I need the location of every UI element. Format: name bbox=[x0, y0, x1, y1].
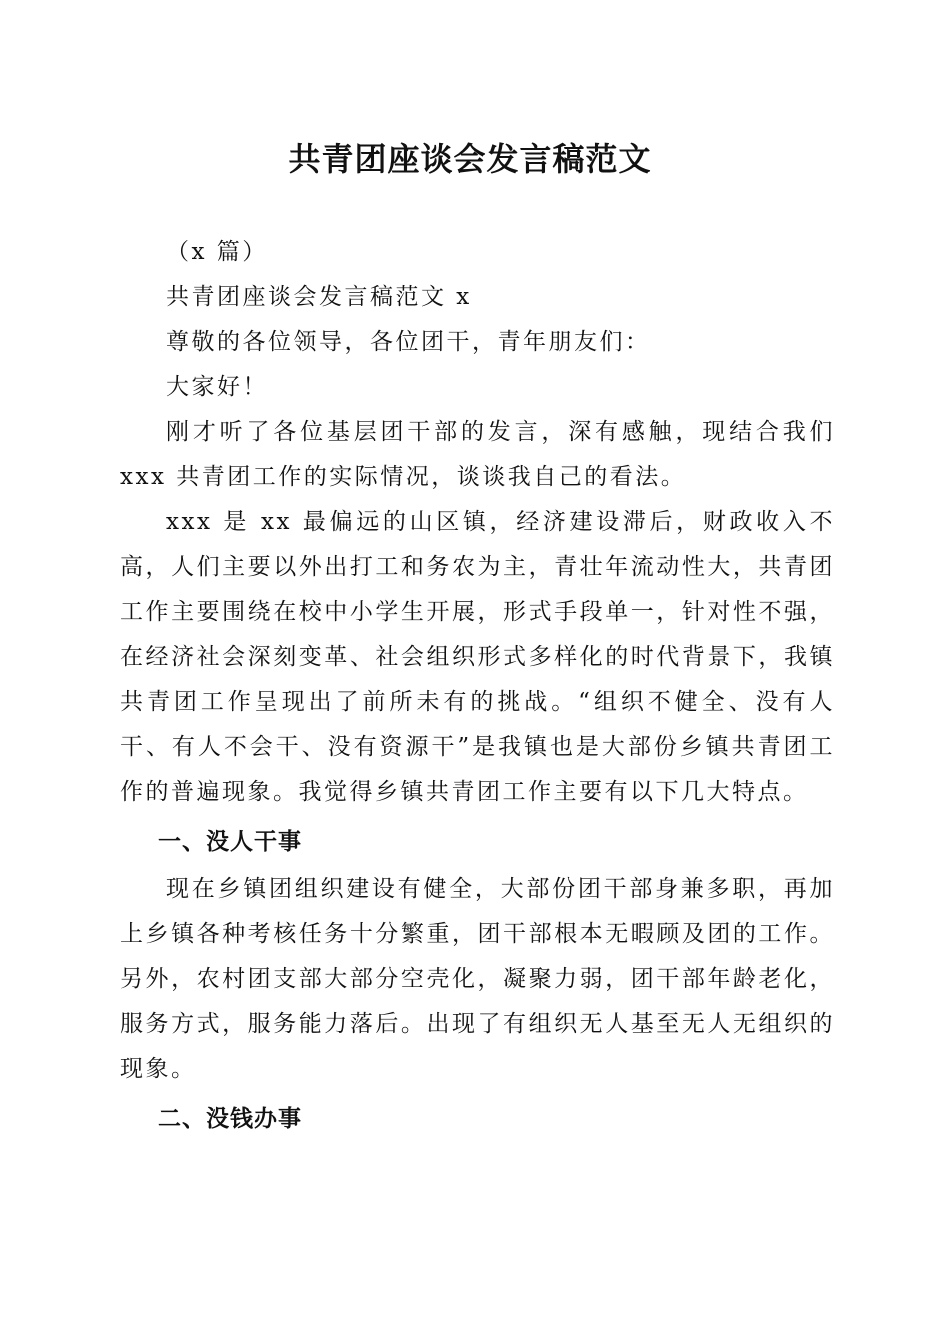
section-heading-2: 二、没钱办事 bbox=[158, 1106, 302, 1132]
paragraph-greeting: 大家好！ bbox=[166, 374, 268, 400]
paragraph-subtitle: 共青团座谈会发言稿范文 x bbox=[166, 284, 472, 310]
paragraph-section-1: 现在乡镇团组织建设有健全，大部份团干部身兼多职，再加上乡镇各种考核任务十分繁重，团干部根本无暇顾及团的工作。另外，农村团支部大部分空壳化，凝聚力弱，团干部年龄老化，服务方式，服务能力落后。出现了有组织无人基至无人无组织的现象。 bbox=[120, 876, 835, 1082]
paragraph-intro: 刚才听了各位基层团干部的发言，深有感触，现结合我们 xxx 共青团工作的实际情况，谈谈我自己的看法。 bbox=[120, 419, 835, 490]
section-heading-1: 一、没人干事 bbox=[158, 829, 302, 855]
paragraph-salutation: 尊敬的各位领导，各位团干，青年朋友们： bbox=[166, 329, 651, 355]
paragraph-background: xxx 是 xx 最偏远的山区镇，经济建设滞后，财政收入不高，人们主要以外出打工和务农为主，青壮年流动性大，共青团工作主要围绕在校中小学生开展，形式手段单一，针对性不强，在经济社会深刻变革、社会组织形式多样化的时代背景下，我镇共青团工作呈现出了前所未有的挑战。“组织不健全、没有人干、有人不会干、没有资源干”是我镇也是大部份乡镇共青团工作的普遍现象。我觉得乡镇共青团工作主要有以下几大特点。 bbox=[120, 509, 835, 805]
document-body bbox=[120, 230, 835, 1144]
paragraph-section-count: （x 篇） bbox=[166, 239, 268, 265]
document-title: 共青团座谈会发言稿范文 bbox=[288, 140, 652, 178]
